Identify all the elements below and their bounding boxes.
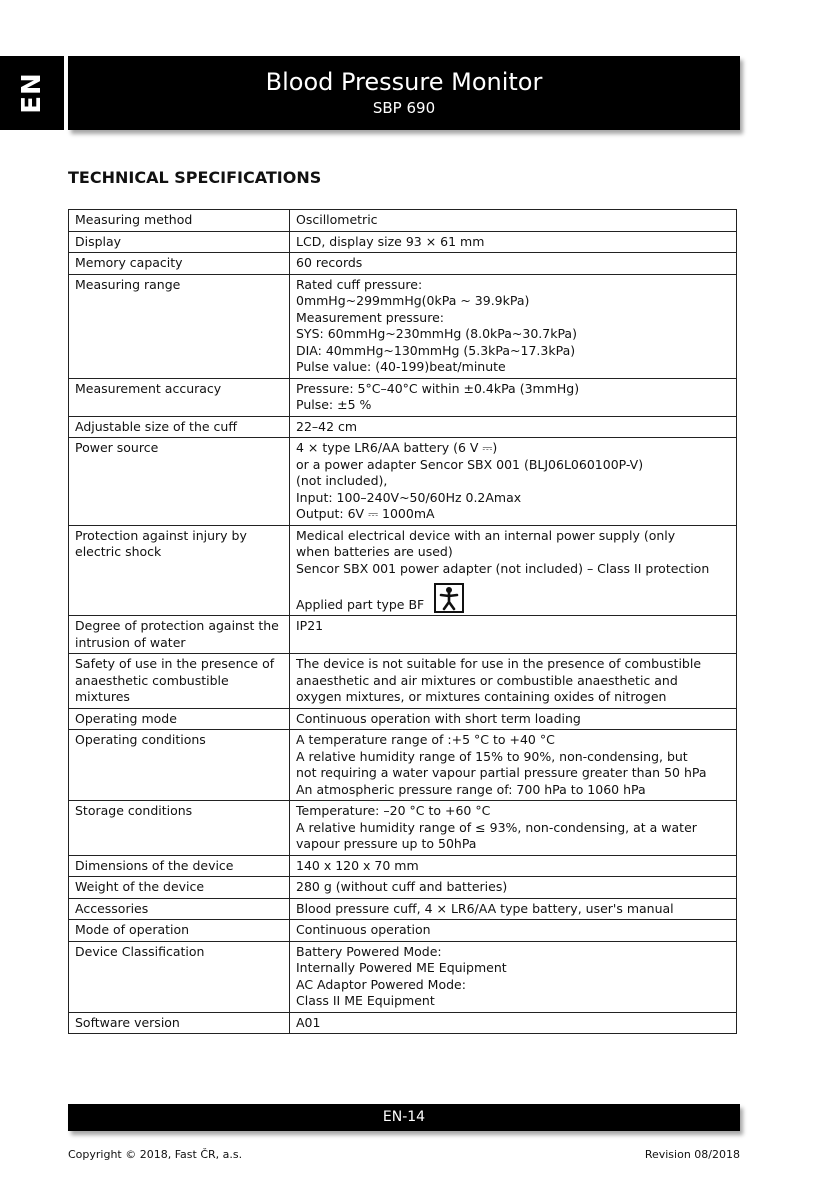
spec-value: [290, 877, 737, 899]
spec-row: [69, 616, 737, 654]
spec-value: [290, 920, 737, 942]
spec-value: [290, 1012, 737, 1034]
spec-value-line: (not included),: [296, 473, 388, 488]
spec-value: [290, 616, 737, 654]
spec-parameter: Safety of use in the presence of anaesthetic combustible mixtures: [69, 654, 290, 709]
spec-value-line: SYS: 60mmHg~230mmHg (8.0kPa~30.7kPa): [296, 326, 577, 341]
spec-value-line: Pressure: 5°C–40°C within ±0.4kPa (3mmHg): [296, 380, 580, 396]
spec-row: [69, 378, 737, 416]
spec-parameter: Mode of operation: [69, 920, 290, 942]
spec-value-line: IP21: [296, 618, 324, 633]
type-bf-person-icon: [434, 583, 464, 613]
spec-parameter: Accessories: [69, 898, 290, 920]
header-bar: [68, 56, 740, 130]
spec-value: [290, 210, 737, 232]
spec-parameter: Measurement accuracy: [69, 378, 290, 416]
revision-text: Revision 08/2018: [644, 1148, 740, 1161]
spec-parameter: Device Classification: [69, 941, 290, 1012]
spec-row: [69, 898, 737, 920]
spec-parameter: Degree of protection against the intrusion of water: [69, 616, 290, 654]
spec-value-line: not requiring a water vapour partial pressure greater than 50 hPa: [296, 765, 707, 780]
spec-value-line: Input: 100–240V~50/60Hz 0.2Amax: [296, 489, 522, 505]
spec-value-line: A relative humidity range of ≤ 93%, non-condensing, at a water: [296, 819, 697, 835]
spec-row: [69, 438, 737, 526]
spec-value-line: anaesthetic and air mixtures or combustible anaesthetic and: [296, 672, 678, 688]
language-tab: [0, 56, 64, 130]
spec-row: [69, 210, 737, 232]
spec-value-line: Pulse: ±5 %: [296, 397, 372, 412]
spec-value: [290, 525, 737, 616]
spec-row: [69, 730, 737, 801]
spec-value-line: 22–42 cm: [296, 418, 358, 434]
spec-row: [69, 877, 737, 899]
spec-row: [69, 941, 737, 1012]
spec-row: [69, 855, 737, 877]
spec-value-line: Continuous operation with short term loading: [296, 710, 581, 726]
spec-parameter: Storage conditions: [69, 801, 290, 856]
spec-value-line: DIA: 40mmHg~130mmHg (5.3kPa~17.3kPa): [296, 342, 576, 358]
spec-row: [69, 274, 737, 378]
spec-value-line: oxygen mixtures, or mixtures containing oxides of nitrogen: [296, 689, 667, 704]
spec-value-line: Sencor SBX 001 power adapter (not included) – Class II protection: [296, 560, 710, 576]
spec-value: [290, 654, 737, 709]
footer-bar: [68, 1104, 740, 1131]
spec-value-line: The device is not suitable for use in the presence of combustible: [296, 656, 702, 671]
spec-value-line: Battery Powered Mode:: [296, 943, 442, 959]
spec-value: [290, 708, 737, 730]
spec-parameter: Operating mode: [69, 708, 290, 730]
spec-parameter: Measuring method: [69, 210, 290, 232]
spec-value: [290, 416, 737, 438]
spec-value: [290, 378, 737, 416]
spec-value: [290, 801, 737, 856]
spec-value-line: vapour pressure up to 50hPa: [296, 836, 477, 851]
spec-value-line: A relative humidity range of 15% to 90%, non-condensing, but: [296, 748, 688, 764]
spec-parameter: Software version: [69, 1012, 290, 1034]
spec-row: [69, 708, 737, 730]
spec-row: [69, 253, 737, 275]
spec-value-line: Class II ME Equipment: [296, 993, 435, 1008]
spec-parameter: Adjustable size of the cuff: [69, 416, 290, 438]
spec-value: [290, 231, 737, 253]
spec-value-line: An atmospheric pressure range of: 700 hPa to 1060 hPa: [296, 781, 646, 797]
spec-value: [290, 438, 737, 526]
spec-parameter: Measuring range: [69, 274, 290, 378]
document-title: Blood Pressure Monitor: [265, 68, 543, 96]
section-title: TECHNICAL SPECIFICATIONS: [68, 168, 322, 187]
copyright-text: Copyright © 2018, Fast ČR, a.s.: [68, 1148, 243, 1161]
spec-value-line: AC Adaptor Powered Mode:: [296, 976, 466, 992]
spec-value-line: 0mmHg~299mmHg(0kPa ~ 39.9kPa): [296, 293, 530, 308]
spec-value-line: Temperature: –20 °C to +60 °C: [296, 803, 491, 818]
spec-row: [69, 654, 737, 709]
spec-parameter: Display: [69, 231, 290, 253]
spec-parameter: Memory capacity: [69, 253, 290, 275]
spec-value-line: Measurement pressure:: [296, 309, 444, 325]
spec-value: [290, 941, 737, 1012]
spec-value-line: 60 records: [296, 255, 363, 270]
spec-value-line: Pulse value: (40-199)beat/minute: [296, 359, 506, 374]
page-number: EN-14: [382, 1109, 426, 1125]
spec-value-line: or a power adapter Sencor SBX 001 (BLJ06L060100P-V): [296, 456, 644, 472]
specifications-table: [68, 209, 737, 1034]
spec-value: [290, 898, 737, 920]
spec-value-line: Oscillometric: [296, 212, 378, 227]
spec-value-line: Blood pressure cuff, 4 × LR6/AA type battery, user's manual: [296, 900, 674, 916]
spec-value-line: A temperature range of :+5 °C to +40 °C: [296, 732, 555, 747]
applied-part-line: [296, 583, 730, 613]
spec-row: [69, 525, 737, 616]
spec-value-line: when batteries are used): [296, 544, 453, 559]
spec-value-line: Internally Powered ME Equipment: [296, 960, 507, 975]
spec-value-line: 140 x 120 x 70 mm: [296, 857, 419, 873]
spec-row: [69, 920, 737, 942]
spec-value-line: 4 × type LR6/AA battery (6 V ⎓): [296, 440, 498, 455]
spec-parameter: Power source: [69, 438, 290, 526]
spec-value-line: A01: [296, 1014, 321, 1030]
spec-value-line: LCD, display size 93 × 61 mm: [296, 233, 485, 249]
spec-parameter: Protection against injury by electric shock: [69, 525, 290, 616]
spec-row: [69, 416, 737, 438]
spec-value: [290, 855, 737, 877]
language-tab-label: EN: [17, 72, 47, 114]
spec-value: [290, 274, 737, 378]
spec-row: [69, 801, 737, 856]
spec-value: [290, 730, 737, 801]
spec-value: [290, 253, 737, 275]
applied-part-label: Applied part type BF: [296, 596, 425, 612]
spec-value-line: Rated cuff pressure:: [296, 276, 423, 292]
model-name: SBP 690: [372, 99, 436, 117]
spec-row: [69, 231, 737, 253]
spec-value-line: Continuous operation: [296, 922, 431, 937]
spec-parameter: Dimensions of the device: [69, 855, 290, 877]
spec-value-line: Output: 6V ⎓ 1000mA: [296, 506, 435, 521]
spec-value-line: Medical electrical device with an internal power supply (only: [296, 527, 676, 543]
spec-parameter: Operating conditions: [69, 730, 290, 801]
spec-value-line: 280 g (without cuff and batteries): [296, 879, 508, 894]
spec-parameter: Weight of the device: [69, 877, 290, 899]
spec-row: [69, 1012, 737, 1034]
